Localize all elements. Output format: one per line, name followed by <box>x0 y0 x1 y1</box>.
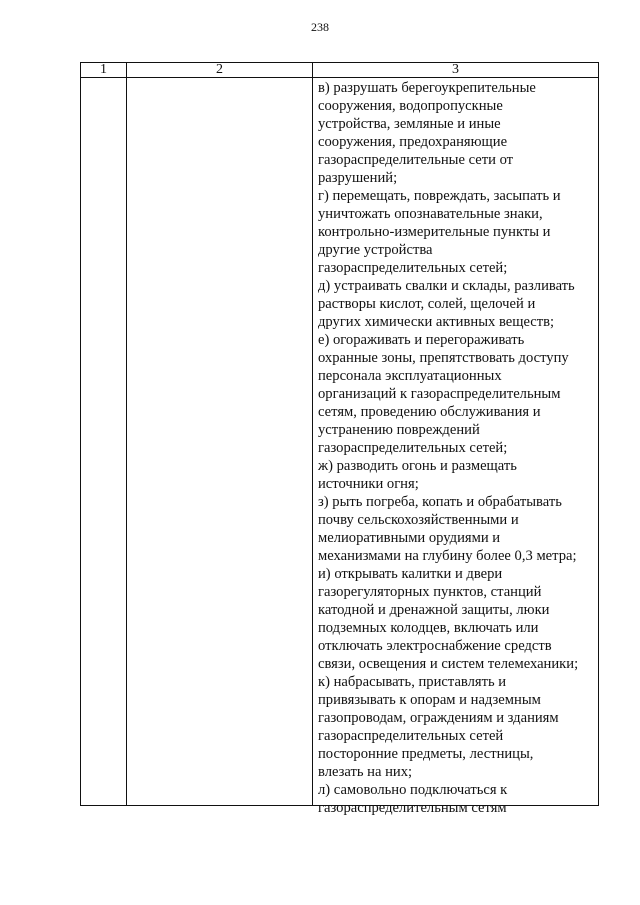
text-line: сооружения, предохраняющие <box>318 134 508 150</box>
text-line: посторонние предметы, лестницы, <box>318 746 534 762</box>
text-line: газорегуляторных пунктов, станций <box>318 584 542 600</box>
text-line: газопроводам, ограждениям и зданиям <box>318 710 559 726</box>
text-line: мелиоративными орудиями и <box>318 530 501 546</box>
document-table <box>80 62 599 816</box>
text-line: механизмами на глубину более 0,3 метра; <box>318 548 577 564</box>
text-line: устранению повреждений <box>318 422 480 438</box>
text-line: другие устройства <box>318 242 433 258</box>
column-divider-2 <box>312 62 313 805</box>
text-line: сооружения, водопропускные <box>318 98 503 114</box>
text-line: газораспределительных сетей <box>318 728 504 744</box>
text-line: г) перемещать, повреждать, засыпать и <box>318 188 561 204</box>
text-line: связи, освещения и систем телемеханики; <box>318 656 579 672</box>
column-header-3: 3 <box>452 62 459 77</box>
text-line: и) открывать калитки и двери <box>318 566 503 582</box>
text-line: сетям, проведению обслуживания и <box>318 404 541 420</box>
text-line: подземных колодцев, включать или <box>318 620 539 636</box>
text-line: других химически активных веществ; <box>318 314 555 330</box>
text-line: е) огораживать и перегораживать <box>318 332 525 348</box>
text-line: влезать на них; <box>318 764 413 780</box>
text-line: к) набрасывать, приставлять и <box>318 674 507 690</box>
page-number: 238 <box>311 20 329 34</box>
text-line: д) устраивать свалки и склады, разливать <box>318 278 575 294</box>
text-line: отключать электроснабжение средств <box>318 638 552 654</box>
text-line: газораспределительных сетей; <box>318 440 508 456</box>
text-line: почву сельскохозяйственными и <box>318 512 519 528</box>
text-line: газораспределительным сетям <box>318 800 507 816</box>
text-line: газораспределительные сети от <box>318 152 514 168</box>
text-line: уничтожать опознавательные знаки, <box>318 206 543 222</box>
column-header-1: 1 <box>100 62 107 77</box>
text-line: персонала эксплуатационных <box>318 368 502 384</box>
text-line: л) самовольно подключаться к <box>318 782 508 798</box>
text-line: контрольно-измерительные пункты и <box>318 224 551 240</box>
text-line: охранные зоны, препятствовать доступу <box>318 350 569 366</box>
text-line: в) разрушать берегоукрепительные <box>318 80 536 96</box>
text-line: разрушений; <box>318 170 398 186</box>
column-3-text <box>318 79 600 817</box>
text-line: растворы кислот, солей, щелочей и <box>318 296 536 312</box>
text-line: устройства, земляные и иные <box>318 116 501 132</box>
text-line: катодной и дренажной защиты, люки <box>318 602 550 618</box>
text-line: организаций к газораспределительным <box>318 386 561 402</box>
text-line: привязывать к опорам и надземным <box>318 692 541 708</box>
table-header-row <box>81 62 598 78</box>
text-line: ж) разводить огонь и размещать <box>318 458 517 474</box>
text-line: газораспределительных сетей; <box>318 260 508 276</box>
text-line: з) рыть погреба, копать и обрабатывать <box>318 494 562 510</box>
text-line: источники огня; <box>318 476 419 492</box>
column-header-2: 2 <box>216 62 223 77</box>
column-divider-1 <box>126 62 127 805</box>
